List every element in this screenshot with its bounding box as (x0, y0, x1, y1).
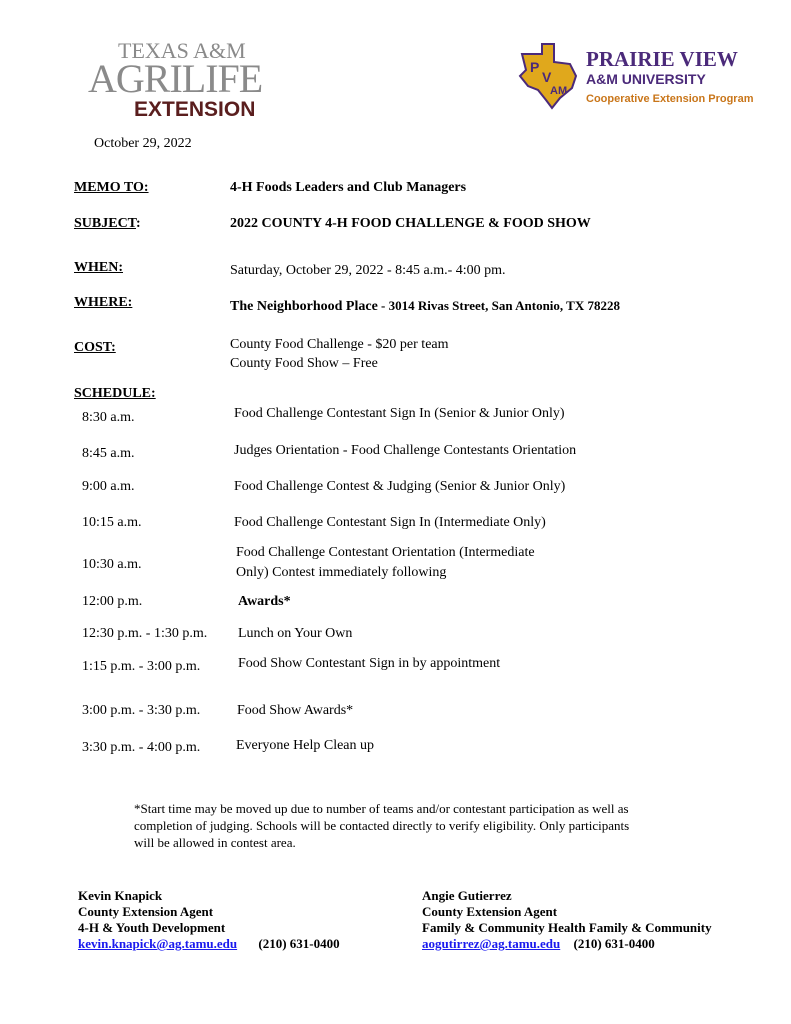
pv-line1: PRAIRIE VIEW (586, 47, 738, 71)
schedule-time-7: 1:15 p.m. - 3:00 p.m. (82, 659, 201, 674)
svg-text:V: V (542, 69, 552, 85)
when-label: WHEN: (74, 260, 123, 275)
signature-name: Angie Gutierrez (422, 888, 512, 903)
schedule-time-6: 12:30 p.m. - 1:30 p.m. (82, 626, 208, 641)
logo-line1: TEXAS A&M (118, 38, 246, 63)
svg-text:P: P (530, 59, 540, 75)
signature-title: County Extension Agent (422, 904, 558, 919)
signature-phone: (210) 631-0400 (258, 936, 340, 951)
signature-email-link[interactable]: kevin.knapick@ag.tamu.edu (78, 936, 238, 951)
signature-name: Kevin Knapick (78, 888, 163, 903)
subject-label: SUBJECT: (74, 216, 141, 231)
schedule-time-9: 3:30 p.m. - 4:00 p.m. (82, 740, 201, 755)
cost-label: COST: (74, 340, 116, 355)
schedule-event-1: Judges Orientation - Food Challenge Contestants Orientation (234, 443, 577, 458)
schedule-time-1: 8:45 a.m. (82, 446, 135, 461)
schedule-time-2: 9:00 a.m. (82, 479, 135, 494)
schedule-time-5: 12:00 p.m. (82, 594, 143, 609)
signature-left (78, 888, 340, 952)
where-value: The Neighborhood Place - 3014 Rivas Street, San Antonio, TX 78228 (230, 298, 620, 314)
cost-line2: County Food Show – Free (230, 356, 378, 371)
schedule-event-3: Food Challenge Contestant Sign In (Intermediate Only) (234, 515, 546, 530)
schedule-event-0: Food Challenge Contestant Sign In (Senior & Junior Only) (234, 406, 565, 421)
schedule-event-9: Everyone Help Clean up (236, 738, 375, 753)
signature-dept: 4-H & Youth Development (78, 920, 226, 935)
schedule-event-6: Lunch on Your Own (238, 626, 353, 641)
pv-line3: Cooperative Extension Program (586, 93, 754, 105)
schedule-event-4: Food Challenge Contestant Orientation (Intermediate (236, 545, 535, 560)
pv-line2: A&M UNIVERSITY (586, 71, 706, 87)
memo-date: October 29, 2022 (94, 136, 192, 151)
memo-to-value: 4-H Foods Leaders and Club Managers (230, 180, 467, 195)
signature-title: County Extension Agent (78, 904, 214, 919)
schedule-time-8: 3:00 p.m. - 3:30 p.m. (82, 703, 201, 718)
schedule-event-7: Food Show Contestant Sign in by appointment (238, 656, 501, 671)
schedule-time-3: 10:15 a.m. (82, 515, 142, 530)
where-label: WHERE: (74, 295, 133, 310)
schedule-event-5: Awards* (238, 594, 291, 609)
texas-shape-icon (520, 44, 576, 108)
schedule-event-4-cont: Only) Contest immediately following (236, 565, 447, 580)
footnote: *Start time may be moved up due to number of teams and/or contestant participation as well as completion of judging. Schools will be contacted directly to verify eligibility. Only participants will be allowed in contest area. (134, 801, 630, 850)
agrilife-extension-logo (86, 38, 298, 120)
schedule-time-4: 10:30 a.m. (82, 557, 142, 572)
svg-text:AM: AM (550, 85, 568, 97)
when-value: Saturday, October 29, 2022 - 8:45 a.m.- 4:00 pm. (230, 263, 506, 278)
memo-to-label: MEMO TO: (74, 180, 149, 195)
logo-line2: AGRILIFE (88, 56, 263, 101)
signature-dept: Family & Community Health Family & Community (422, 920, 712, 935)
cost-line1: County Food Challenge - $20 per team (230, 337, 449, 352)
schedule-event-2: Food Challenge Contest & Judging (Senior & Junior Only) (234, 479, 566, 494)
signature-right (422, 888, 712, 952)
signature-email-link[interactable]: aogutirrez@ag.tamu.edu (422, 936, 561, 951)
logo-line3: EXTENSION (134, 98, 256, 120)
schedule-time-0: 8:30 a.m. (82, 410, 135, 425)
prairie-view-logo (512, 40, 782, 112)
subject-value: 2022 COUNTY 4-H FOOD CHALLENGE & FOOD SHOW (230, 216, 591, 231)
schedule-event-8: Food Show Awards* (237, 703, 354, 718)
schedule-label: SCHEDULE: (74, 386, 156, 401)
signature-phone: (210) 631-0400 (573, 936, 655, 951)
